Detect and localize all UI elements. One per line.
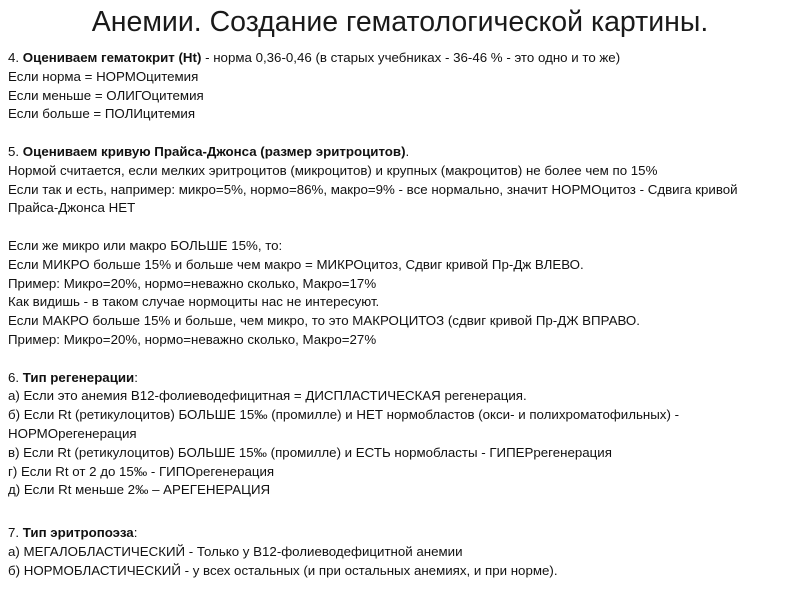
text-line: НОРМОрегенерация (8, 425, 137, 441)
section-price-jones-heading (8, 143, 794, 162)
text-line: б) НОРМОБЛАСТИЧЕСКИЙ - у всех остальных (и при остальных анемиях, и при норме). (8, 562, 558, 578)
section-heading-bold: Тип регенерации (22, 369, 135, 385)
section-heading-bold: Тип эритропоэза (22, 525, 134, 541)
section-number: 5. (8, 143, 23, 159)
section-heading-bold: Оцениваем кривую Прайса-Джонса (размер эритроцитов) (22, 143, 406, 159)
slide-content (8, 49, 794, 581)
section-erythropoiesis-heading (8, 524, 794, 543)
section-hematocrit-heading (8, 49, 794, 68)
spacer (8, 124, 794, 143)
text-line: Если МАКРО больше 15% и больше, чем микро, то это МАКРОЦИТОЗ (сдвиг кривой Пр-ДЖ ВПРАВО. (8, 313, 640, 329)
text-line: Если меньше = ОЛИГОцитемия (8, 87, 204, 103)
text-line: г) Если Rt от 2 до 15‰ - ГИПОрегенерация (8, 463, 275, 479)
text-line: а) Если это анемия В12-фолиеводефицитная = ДИСПЛАСТИЧЕСКАЯ регенерация. (8, 388, 527, 404)
text-line: д) Если Rt меньше 2‰ – АРЕГЕНЕРАЦИЯ (8, 482, 271, 498)
section-heading-rest: . (405, 143, 410, 159)
text-line: а) МЕГАЛОБЛАСТИЧЕСКИЙ - Только у В12-фолиеводефицитной анемии (8, 543, 463, 559)
section-heading-rest: - норма 0,36-0,46 (в старых учебниках - 36-46 % - это одно и то же) (201, 50, 621, 65)
text-line: Прайса-Джонса НЕТ (8, 200, 136, 216)
spacer (8, 218, 794, 237)
section-regeneration-heading (8, 369, 794, 388)
section-heading-bold: Оцениваем гематокрит (Ht) (22, 50, 202, 65)
text-line: в) Если Rt (ретикулоцитов) БОЛЬШЕ 15‰ (промилле) и ЕСТЬ нормобласты - ГИПЕРрегенерация (8, 444, 612, 460)
text-line: Если же микро или макро БОЛЬШЕ 15%, то: (8, 237, 283, 253)
text-line: Если так и есть, например: микро=5%, нормо=86%, макро=9% - все нормально, значит НОРМОцитоз - Сдвига кривой (8, 181, 738, 197)
spacer (8, 350, 794, 369)
section-heading-rest: : (134, 369, 138, 385)
section-number: 6. (8, 369, 23, 385)
text-line: Как видишь - в таком случае нормоциты нас не интересуют. (8, 294, 380, 310)
text-line: Если больше = ПОЛИцитемия (8, 106, 196, 122)
section-heading-rest: : (133, 525, 138, 541)
text-line: б) Если Rt (ретикулоцитов) БОЛЬШЕ 15‰ (промилле) и НЕТ нормобластов (окси- и полихроматофильных) - (8, 407, 680, 423)
slide-title: Анемии. Создание гематологической картины. (91, 6, 709, 38)
text-line: Если МИКРО больше 15% и больше чем макро = МИКРОцитоз, Сдвиг кривой Пр-Дж ВЛЕВО. (8, 256, 584, 272)
section-number: 7. (8, 525, 23, 541)
text-line: Пример: Микро=20%, нормо=неважно сколько, Макро=17% (8, 275, 377, 291)
text-line: Нормой считается, если мелких эритроцитов (микроцитов) и крупных (макроцитов) не более чем по 15% (8, 162, 658, 178)
spacer (8, 500, 794, 524)
section-number: 4. (8, 50, 23, 65)
text-line: Если норма = НОРМОцитемия (8, 68, 199, 84)
text-line: Пример: Микро=20%, нормо=неважно сколько, Макро=27% (8, 331, 377, 347)
